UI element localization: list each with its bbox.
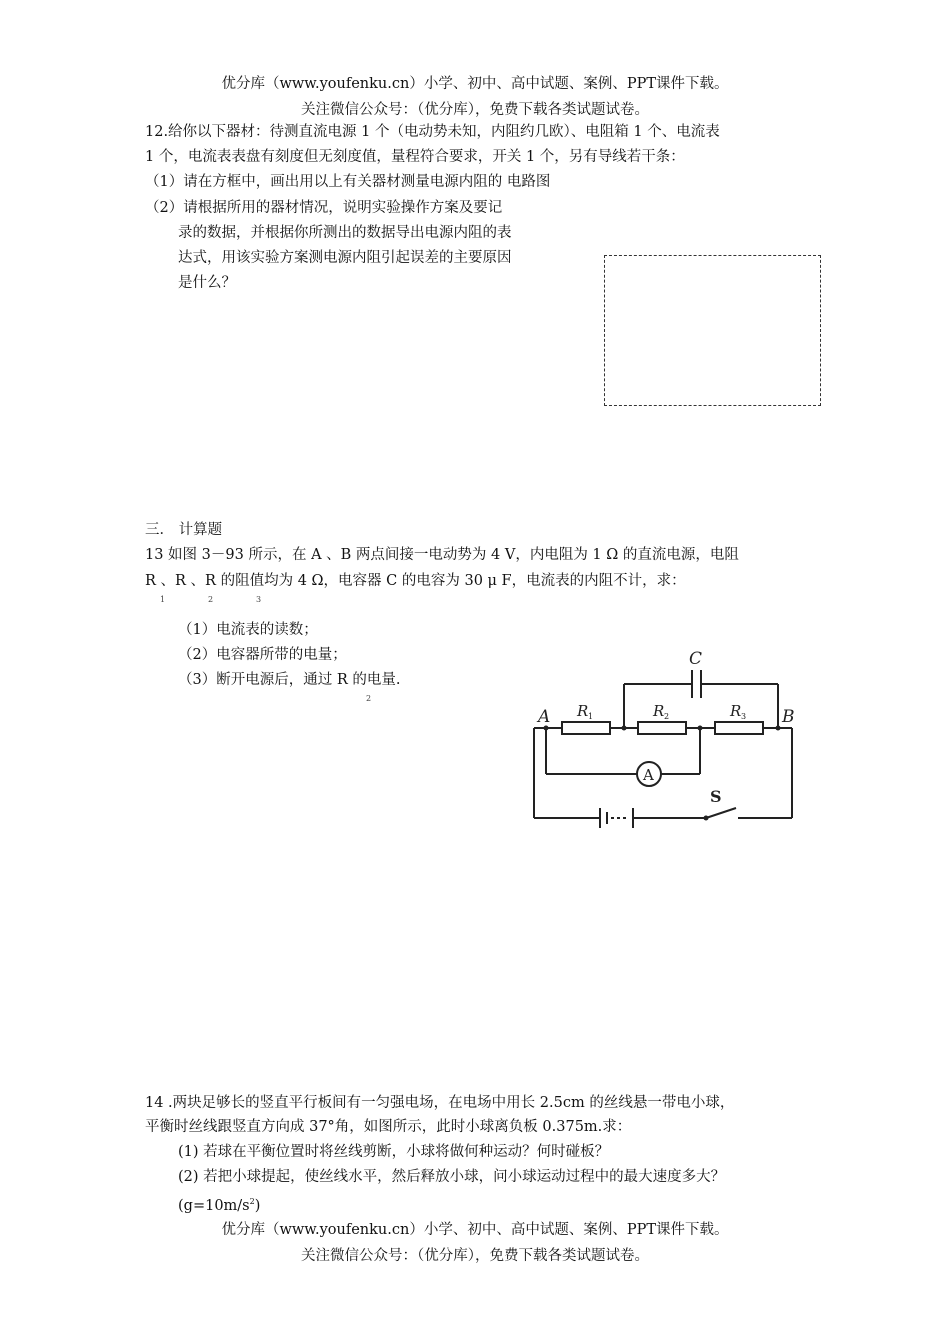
q12-part-1: （1）请在方框中，画出用以上有关器材测量电源内阻的 电路图 — [145, 174, 551, 190]
q14-line-2: 平衡时丝线跟竖直方向成 37°角，如图所示，此时小球离负板 0.375m.求： — [145, 1119, 632, 1135]
label-r1-sub: 1 — [588, 712, 594, 721]
q14-part-1: (1) 若球在平衡位置时将丝线剪断，小球将做何种运动？何时碰板？ — [178, 1144, 610, 1160]
junction-r2-r3 — [698, 726, 703, 731]
q13-part-3: （3）断开电源后，通过 R 的电量. — [178, 672, 401, 688]
resistor-r1 — [562, 722, 610, 734]
junction-b — [776, 726, 781, 731]
q14-gravity-sup: 2 — [249, 1197, 255, 1206]
answer-box-dashed — [604, 255, 821, 406]
q12-line-1: 12.给你以下器材：待测直流电源 1 个（电动势未知，内阻约几欧）、电阻箱 1 个、电流表 — [145, 124, 720, 140]
q14-gravity-close: ) — [254, 1197, 261, 1214]
switch-blade — [706, 808, 736, 818]
q12-part-2-line-2: 录的数据，并根据你所测出的数据导出电源内阻的表 — [178, 225, 512, 241]
q13-sub-3: 3 — [256, 595, 262, 604]
q13-part-3-sub: 2 — [366, 694, 372, 703]
header-line-1: 优分库（www.youfenku.cn）小学、初中、高中试题、案例、PPT课件下载。 — [221, 76, 729, 92]
q14-line-1: 14 .两块足够长的竖直平行板间有一匀强电场，在电场中用长 2.5cm 的丝线悬一带电小球， — [145, 1095, 735, 1111]
label-point-b: B — [782, 707, 795, 727]
label-r3: R — [730, 702, 742, 720]
q12-part-2-line-3: 达式，用该实验方案测电源内阻引起误差的主要原因 — [178, 250, 512, 266]
label-point-a: A — [538, 707, 551, 727]
q12-part-2-line-1: （2）请根据所用的器材情况，说明实验操作方案及要记 — [145, 200, 503, 216]
footer-line-1: 优分库（www.youfenku.cn）小学、初中、高中试题、案例、PPT课件下载。 — [221, 1222, 729, 1238]
q13-sub-2: 2 — [208, 595, 214, 604]
q13-part-2: （2）电容器所带的电量； — [178, 647, 347, 663]
junction-r1-r2 — [622, 726, 627, 731]
header-line-2: 关注微信公众号：（优分库），免费下载各类试题试卷。 — [301, 102, 649, 118]
label-r2-sub: 2 — [664, 712, 670, 721]
q14-part-2: (2) 若把小球提起，使丝线水平，然后释放小球，问小球运动过程中的最大速度多大？ — [178, 1169, 726, 1185]
label-r1: R — [577, 702, 589, 720]
resistor-r2 — [638, 722, 686, 734]
q13-sub-1: 1 — [160, 595, 166, 604]
switch-pivot — [704, 816, 709, 821]
resistor-r3 — [715, 722, 763, 734]
label-switch: S — [710, 787, 722, 806]
label-r3-sub: 3 — [741, 712, 747, 721]
label-capacitor: C — [689, 649, 703, 669]
footer-line-2: 关注微信公众号：（优分库），免费下载各类试题试卷。 — [301, 1248, 649, 1264]
q12-line-2: 1 个，电流表表盘有刻度但无刻度值，量程符合要求，开关 1 个，另有导线若干条： — [145, 149, 685, 165]
q14-gravity-text: (g=10m/s — [178, 1197, 250, 1214]
q12-part-2-line-4: 是什么？ — [178, 275, 236, 291]
q14-gravity — [178, 1192, 260, 1216]
label-ammeter: A — [643, 766, 654, 784]
section-3-title: 三． 计算题 — [145, 522, 223, 538]
q13-line-1: 13 如图 3－93 所示，在 A 、B 两点间接一电动势为 4 V，内电阻为 1 Ω 的直流电源，电阻 — [145, 547, 739, 563]
label-r2: R — [653, 702, 665, 720]
q13-part-1: （1）电流表的读数； — [178, 622, 318, 638]
q13-resistor-line: R 、R 、R 的阻值均为 4 Ω，电容器 C 的电容为 30 μ F，电流表的内阻不计，求： — [145, 573, 686, 589]
circuit-diagram — [520, 640, 810, 840]
